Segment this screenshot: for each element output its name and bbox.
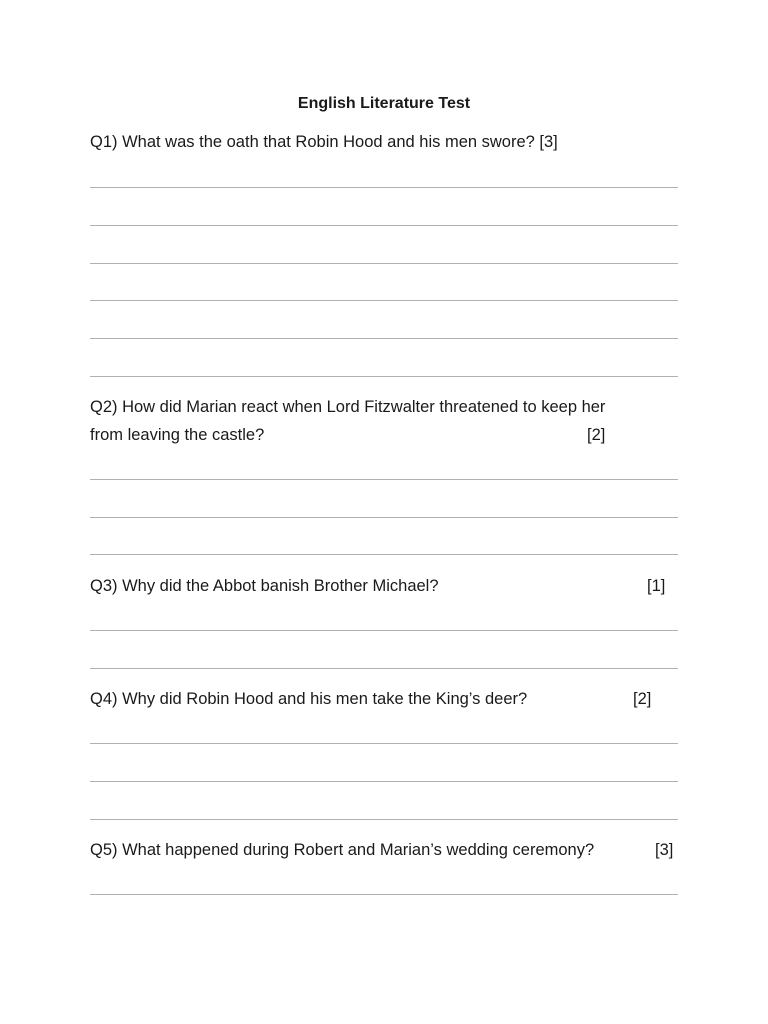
question-5-marks: [3] bbox=[655, 841, 674, 859]
answer-line bbox=[90, 263, 678, 264]
answer-line bbox=[90, 517, 678, 518]
question-3-text: Q3) Why did the Abbot banish Brother Michael? bbox=[90, 577, 439, 595]
question-2-text: Q2) How did Marian react when Lord Fitzwalter threatened to keep her bbox=[90, 398, 606, 416]
answer-line bbox=[90, 300, 678, 301]
answer-line bbox=[90, 781, 678, 782]
answer-line bbox=[90, 225, 678, 226]
question-2-marks: [2] bbox=[587, 426, 606, 444]
test-title: English Literature Test bbox=[297, 95, 471, 112]
answer-line bbox=[90, 554, 678, 555]
question-4-marks: [2] bbox=[633, 690, 652, 708]
answer-line bbox=[90, 338, 678, 339]
question-5-text: Q5) What happened during Robert and Marian’s wedding ceremony? bbox=[90, 841, 595, 859]
question-2-text-continued: from leaving the castle? bbox=[90, 426, 265, 444]
question-4-text: Q4) Why did Robin Hood and his men take the King’s deer? bbox=[90, 690, 528, 708]
answer-line bbox=[90, 630, 678, 631]
answer-line bbox=[90, 479, 678, 480]
answer-line bbox=[90, 668, 678, 669]
answer-line bbox=[90, 376, 678, 377]
answer-line bbox=[90, 743, 678, 744]
question-3-marks: [1] bbox=[647, 577, 666, 595]
answer-line bbox=[90, 819, 678, 820]
answer-line bbox=[90, 187, 678, 188]
answer-line bbox=[90, 894, 678, 895]
question-1-text: Q1) What was the oath that Robin Hood and his men swore? [3] bbox=[90, 133, 558, 151]
